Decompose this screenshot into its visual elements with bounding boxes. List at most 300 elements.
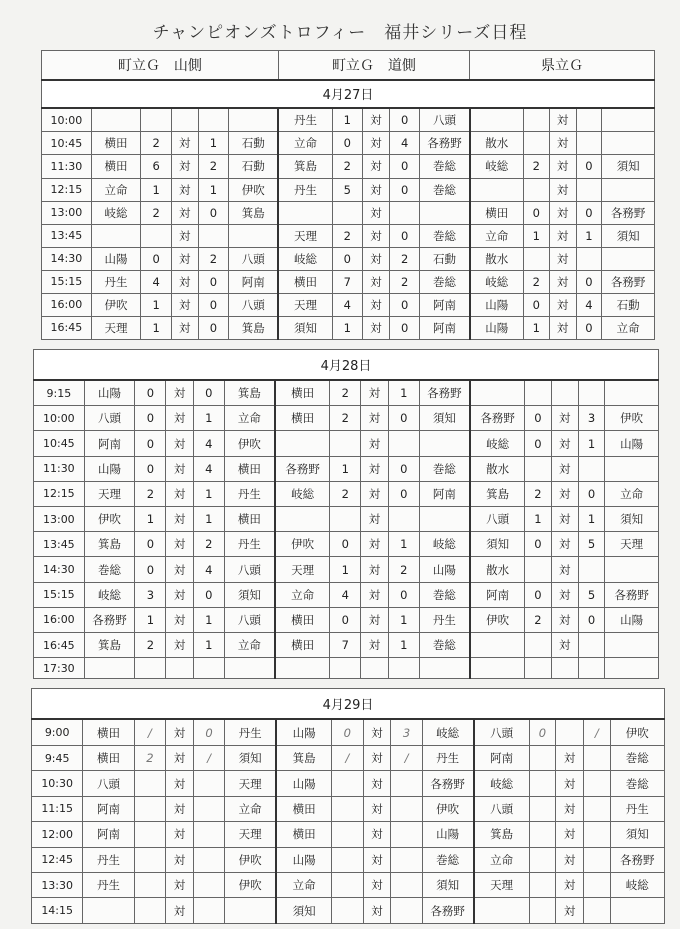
team-a-cell: 立命 (474, 847, 530, 872)
date-header-row (34, 350, 659, 380)
score-b-cell: 0 (389, 178, 419, 201)
team-b-cell: 阿南 (420, 293, 470, 316)
vs-cell: 対 (166, 481, 193, 506)
score-b-cell: 1 (198, 178, 228, 201)
time-cell: 9:15 (34, 380, 85, 406)
vs-cell (166, 658, 193, 679)
vs-cell: 対 (171, 316, 198, 339)
score-b-cell (193, 771, 224, 796)
team-a-cell: 須知 (276, 898, 332, 924)
score-a-cell (332, 796, 363, 821)
vs-cell: 対 (549, 316, 576, 339)
team-b-cell (605, 557, 659, 582)
score-b-cell (578, 557, 604, 582)
vs-cell (171, 108, 198, 132)
vs-cell: 対 (166, 873, 194, 898)
vs-cell: 対 (166, 406, 193, 431)
score-b-cell: 0 (576, 201, 602, 224)
team-a-cell: 伊吹 (84, 507, 135, 532)
team-a-cell: 八頭 (474, 719, 530, 745)
score-b-cell: 0 (198, 293, 228, 316)
score-a-cell: 2 (135, 481, 166, 506)
score-a-cell: 0 (525, 431, 551, 456)
team-b-cell: 山陽 (605, 607, 659, 632)
time-cell: 10:00 (34, 406, 85, 431)
score-a-cell: 7 (332, 270, 362, 293)
vs-cell (551, 380, 578, 406)
team-b-cell: 石動 (420, 247, 470, 270)
time-slot-row (34, 380, 659, 406)
score-b-cell: 0 (389, 316, 419, 339)
date-header: 4月29日 (32, 689, 665, 720)
team-a-cell: 阿南 (470, 582, 525, 607)
vs-cell: 対 (551, 507, 578, 532)
score-a-cell: 1 (332, 316, 362, 339)
score-a-cell: 0 (135, 380, 166, 406)
score-b-cell: 0 (388, 406, 419, 431)
time-slot-row (34, 406, 659, 431)
score-b-cell: 1 (576, 224, 602, 247)
team-a-cell: 立命 (470, 224, 524, 247)
score-b-cell: 0 (193, 582, 224, 607)
score-a-cell (332, 771, 363, 796)
score-a-cell: 4 (332, 293, 362, 316)
time-cell: 11:30 (34, 456, 85, 481)
score-a-cell: 1 (330, 456, 361, 481)
score-a-cell: 7 (330, 632, 361, 657)
score-b-cell (583, 796, 610, 821)
vs-cell: 対 (549, 224, 576, 247)
date-header: 4月27日 (42, 80, 655, 108)
score-b-cell (193, 898, 224, 924)
vs-cell: 対 (549, 270, 576, 293)
vs-cell: 対 (556, 822, 584, 847)
team-b-cell (605, 658, 659, 679)
score-b-cell: 1 (193, 481, 224, 506)
score-a-cell: 0 (135, 557, 166, 582)
team-b-cell (419, 507, 470, 532)
time-cell: 13:45 (34, 532, 85, 557)
score-a-cell (332, 898, 363, 924)
time-slot-row (42, 316, 655, 339)
team-a-cell: 丹生 (278, 178, 332, 201)
score-a-cell: 0 (523, 201, 549, 224)
vs-cell: 対 (363, 898, 391, 924)
vs-cell: 対 (551, 431, 578, 456)
vs-cell: 対 (363, 316, 390, 339)
score-b-cell: 0 (388, 481, 419, 506)
team-b-cell (605, 380, 659, 406)
team-b-cell: 天理 (225, 822, 276, 847)
score-b-cell: 4 (193, 431, 224, 456)
score-a-cell (141, 224, 171, 247)
vs-cell: 対 (549, 155, 576, 178)
time-cell: 16:45 (42, 316, 92, 339)
team-b-cell: 巻総 (422, 847, 473, 872)
score-b-cell: 0 (389, 293, 419, 316)
team-b-cell (419, 431, 470, 456)
score-b-cell (576, 178, 602, 201)
team-a-cell: 山陽 (276, 719, 332, 745)
score-a-cell: 0 (525, 406, 551, 431)
team-b-cell: 須知 (224, 582, 275, 607)
time-cell: 13:30 (32, 873, 83, 898)
time-slot-row (32, 719, 665, 745)
team-a-cell: 山陽 (91, 247, 141, 270)
score-b-cell: 2 (198, 247, 228, 270)
team-a-cell: 丹生 (278, 108, 332, 132)
score-a-cell: 6 (141, 155, 171, 178)
vs-cell: 対 (361, 380, 388, 406)
team-a-cell: 天理 (84, 481, 135, 506)
score-b-cell: 0 (198, 270, 228, 293)
team-a-cell: 巻総 (84, 557, 135, 582)
score-b-cell: 1 (388, 380, 419, 406)
team-a-cell (275, 507, 330, 532)
vs-cell: 対 (363, 719, 391, 745)
vs-cell: 対 (556, 771, 584, 796)
score-a-cell (330, 431, 361, 456)
vs-cell: 対 (361, 406, 388, 431)
team-a-cell (470, 380, 525, 406)
team-b-cell: 立命 (602, 316, 655, 339)
time-cell: 11:30 (42, 155, 92, 178)
score-b-cell (388, 507, 419, 532)
team-a-cell: 伊吹 (470, 607, 525, 632)
team-a-cell: 箕島 (470, 481, 525, 506)
score-a-cell: 0 (135, 532, 166, 557)
team-b-cell: 伊吹 (605, 406, 659, 431)
team-b-cell (605, 632, 659, 657)
team-a-cell: 伊吹 (91, 293, 141, 316)
team-b-cell: 箕島 (224, 380, 275, 406)
score-a-cell: 1 (523, 224, 549, 247)
team-b-cell: 巻総 (419, 456, 470, 481)
vs-cell: 対 (361, 507, 388, 532)
team-a-cell: 天理 (275, 557, 330, 582)
score-b-cell: 1 (388, 532, 419, 557)
score-b-cell: 2 (388, 557, 419, 582)
team-a-cell: 山陽 (470, 293, 524, 316)
vs-cell: 対 (363, 247, 390, 270)
score-a-cell: 1 (332, 108, 362, 132)
score-a-cell: 2 (332, 155, 362, 178)
time-cell: 14:15 (32, 898, 83, 924)
schedule-table-day-2 (33, 349, 659, 679)
score-a-cell: 0 (523, 293, 549, 316)
score-b-cell: 0 (198, 316, 228, 339)
team-b-cell: 伊吹 (225, 847, 276, 872)
time-slot-row (32, 898, 665, 924)
score-b-cell: 1 (388, 607, 419, 632)
vs-cell: 対 (551, 481, 578, 506)
score-a-cell (525, 632, 551, 657)
time-cell: 10:30 (32, 771, 83, 796)
team-b-cell: 阿南 (229, 270, 279, 293)
time-slot-row (34, 607, 659, 632)
time-cell: 15:15 (34, 582, 85, 607)
vs-cell: 対 (166, 822, 194, 847)
team-b-cell: 巻総 (420, 178, 470, 201)
team-b-cell: 岐総 (422, 719, 473, 745)
score-b-cell: / (193, 745, 224, 770)
vs-cell: 対 (551, 582, 578, 607)
time-cell: 11:15 (32, 796, 83, 821)
team-b-cell: 八頭 (420, 108, 470, 132)
team-b-cell: 各務野 (610, 847, 664, 872)
score-a-cell (523, 108, 549, 132)
score-a-cell (134, 873, 165, 898)
team-b-cell: 丹生 (224, 481, 275, 506)
team-a-cell: 岐総 (474, 771, 530, 796)
team-a-cell: 横田 (83, 719, 134, 745)
team-b-cell: 石動 (229, 155, 279, 178)
team-b-cell: 巻総 (419, 632, 470, 657)
vs-cell: 対 (361, 532, 388, 557)
team-a-cell (275, 431, 330, 456)
vs-cell: 対 (556, 847, 584, 872)
team-b-cell (224, 658, 275, 679)
team-b-cell: 岐総 (419, 532, 470, 557)
score-a-cell (529, 898, 556, 924)
score-b-cell: 1 (388, 632, 419, 657)
schedule-table-day-3 (31, 688, 665, 924)
team-a-cell: 立命 (275, 582, 330, 607)
team-b-cell: 丹生 (419, 607, 470, 632)
time-cell: 14:30 (42, 247, 92, 270)
team-a-cell: 山陽 (470, 316, 524, 339)
vs-cell (551, 658, 578, 679)
time-cell: 13:45 (42, 224, 92, 247)
score-a-cell: 2 (523, 155, 549, 178)
team-b-cell (420, 201, 470, 224)
score-b-cell: 0 (576, 316, 602, 339)
vs-cell: 対 (551, 456, 578, 481)
score-a-cell (523, 247, 549, 270)
team-a-cell: 岐総 (275, 481, 330, 506)
score-b-cell (583, 898, 610, 924)
score-a-cell (529, 873, 556, 898)
vs-cell: 対 (166, 719, 194, 745)
team-a-cell: 岐総 (91, 201, 141, 224)
team-b-cell: 各務野 (602, 201, 655, 224)
time-cell: 16:00 (34, 607, 85, 632)
team-b-cell: 須知 (602, 155, 655, 178)
date-header: 4月28日 (34, 350, 659, 380)
team-b-cell: 須知 (422, 873, 473, 898)
vs-cell: 対 (166, 431, 193, 456)
score-a-cell: 2 (330, 406, 361, 431)
vs-cell: 対 (556, 796, 584, 821)
score-a-cell: 2 (523, 270, 549, 293)
vs-cell: 対 (363, 155, 390, 178)
time-cell: 10:45 (42, 132, 92, 155)
schedule-table-day-1 (41, 50, 655, 340)
team-a-cell (91, 224, 141, 247)
score-b-cell (193, 822, 224, 847)
team-a-cell: 八頭 (83, 771, 134, 796)
vs-cell: 対 (363, 847, 391, 872)
vs-cell: 対 (171, 270, 198, 293)
vs-cell: 対 (171, 201, 198, 224)
score-b-cell (391, 873, 422, 898)
team-a-cell: 丹生 (83, 873, 134, 898)
time-cell: 12:45 (32, 847, 83, 872)
team-a-cell: 天理 (278, 293, 332, 316)
vs-cell: 対 (171, 293, 198, 316)
vs-cell: 対 (171, 155, 198, 178)
vs-cell: 対 (166, 796, 194, 821)
team-a-cell: 山陽 (276, 771, 332, 796)
team-b-cell: 阿南 (420, 316, 470, 339)
score-a-cell: 0 (330, 532, 361, 557)
score-a-cell: 1 (525, 507, 551, 532)
score-b-cell: 3 (578, 406, 604, 431)
page-title: チャンピオンズトロフィー 福井シリーズ日程 (152, 23, 528, 43)
vs-cell: 対 (171, 247, 198, 270)
vs-cell (361, 658, 388, 679)
score-a-cell (529, 796, 556, 821)
time-slot-row (32, 771, 665, 796)
team-a-cell: 山陽 (84, 380, 135, 406)
score-b-cell: 2 (389, 247, 419, 270)
team-a-cell: 横田 (278, 270, 332, 293)
score-a-cell: 1 (135, 607, 166, 632)
time-cell: 16:00 (42, 293, 92, 316)
score-b-cell (583, 771, 610, 796)
score-a-cell (525, 456, 551, 481)
team-a-cell: 天理 (91, 316, 141, 339)
vs-cell: 対 (166, 456, 193, 481)
vs-cell: 対 (166, 532, 193, 557)
team-a-cell: 阿南 (84, 431, 135, 456)
team-b-cell: 各務野 (605, 582, 659, 607)
team-b-cell: 巻総 (610, 771, 664, 796)
venue-header: 町立Ｇ 山側 (42, 51, 279, 80)
score-b-cell: 0 (193, 719, 224, 745)
time-slot-row (42, 132, 655, 155)
score-b-cell (193, 658, 224, 679)
time-slot-row (34, 582, 659, 607)
score-a-cell: 0 (141, 247, 171, 270)
score-b-cell: 0 (576, 270, 602, 293)
score-a-cell (529, 771, 556, 796)
vs-cell (556, 719, 584, 745)
score-a-cell (525, 557, 551, 582)
vs-cell: 対 (363, 745, 391, 770)
score-b-cell (198, 224, 228, 247)
team-a-cell: 立命 (276, 873, 332, 898)
score-b-cell: 1 (578, 507, 604, 532)
team-a-cell: 横田 (275, 632, 330, 657)
team-a-cell (84, 658, 135, 679)
score-a-cell: 1 (141, 293, 171, 316)
vs-cell: 対 (549, 247, 576, 270)
vs-cell: 対 (361, 607, 388, 632)
vs-cell: 対 (363, 771, 391, 796)
score-a-cell: 1 (135, 507, 166, 532)
score-a-cell: 0 (330, 607, 361, 632)
score-a-cell (141, 108, 171, 132)
time-slot-row (34, 481, 659, 506)
time-cell: 13:00 (42, 201, 92, 224)
score-b-cell: 4 (193, 557, 224, 582)
score-a-cell: / (134, 719, 165, 745)
vs-cell: 対 (166, 607, 193, 632)
vs-cell: 対 (361, 632, 388, 657)
score-b-cell: 0 (389, 224, 419, 247)
time-slot-row (42, 155, 655, 178)
team-b-cell: 石動 (602, 293, 655, 316)
vs-cell: 対 (549, 178, 576, 201)
time-cell: 10:45 (34, 431, 85, 456)
score-b-cell (578, 632, 604, 657)
team-a-cell: 各務野 (470, 406, 525, 431)
team-a-cell: 立命 (91, 178, 141, 201)
team-a-cell: 横田 (275, 607, 330, 632)
score-a-cell: 3 (135, 582, 166, 607)
team-b-cell: 各務野 (419, 380, 470, 406)
score-a-cell: 5 (332, 178, 362, 201)
venue-header: 町立Ｇ 道側 (278, 51, 469, 80)
time-slot-row (34, 632, 659, 657)
score-b-cell (576, 108, 602, 132)
vs-cell: 対 (551, 532, 578, 557)
score-b-cell: 2 (198, 155, 228, 178)
score-a-cell (525, 658, 551, 679)
team-a-cell: 天理 (474, 873, 530, 898)
time-slot-row (42, 224, 655, 247)
time-slot-row (34, 456, 659, 481)
vs-cell: 対 (556, 745, 584, 770)
team-b-cell: 丹生 (422, 745, 473, 770)
time-cell: 17:30 (34, 658, 85, 679)
vs-cell: 対 (363, 108, 390, 132)
team-b-cell (229, 108, 279, 132)
score-b-cell: 1 (193, 632, 224, 657)
time-cell: 12:15 (34, 481, 85, 506)
team-b-cell: 立命 (605, 481, 659, 506)
score-a-cell: 0 (525, 582, 551, 607)
team-a-cell: 横田 (91, 155, 141, 178)
team-a-cell: 散水 (470, 132, 524, 155)
vs-cell: 対 (361, 582, 388, 607)
team-a-cell: 八頭 (84, 406, 135, 431)
time-slot-row (32, 796, 665, 821)
score-a-cell: 2 (330, 481, 361, 506)
vs-cell: 対 (171, 132, 198, 155)
team-a-cell: 天理 (278, 224, 332, 247)
score-b-cell: 5 (578, 532, 604, 557)
team-a-cell: 立命 (278, 132, 332, 155)
score-b-cell (193, 847, 224, 872)
score-b-cell (391, 771, 422, 796)
team-a-cell (278, 201, 332, 224)
team-a-cell: 散水 (470, 456, 525, 481)
team-b-cell: 巻総 (420, 270, 470, 293)
team-a-cell: 各務野 (84, 607, 135, 632)
vs-cell: 対 (363, 293, 390, 316)
time-slot-row (42, 293, 655, 316)
team-a-cell: 各務野 (275, 456, 330, 481)
team-b-cell: 丹生 (224, 532, 275, 557)
team-a-cell (83, 898, 134, 924)
team-b-cell: 岐総 (610, 873, 664, 898)
team-a-cell: 岐総 (84, 582, 135, 607)
score-b-cell: 0 (388, 582, 419, 607)
team-a-cell: 岐総 (278, 247, 332, 270)
score-a-cell: 1 (330, 557, 361, 582)
